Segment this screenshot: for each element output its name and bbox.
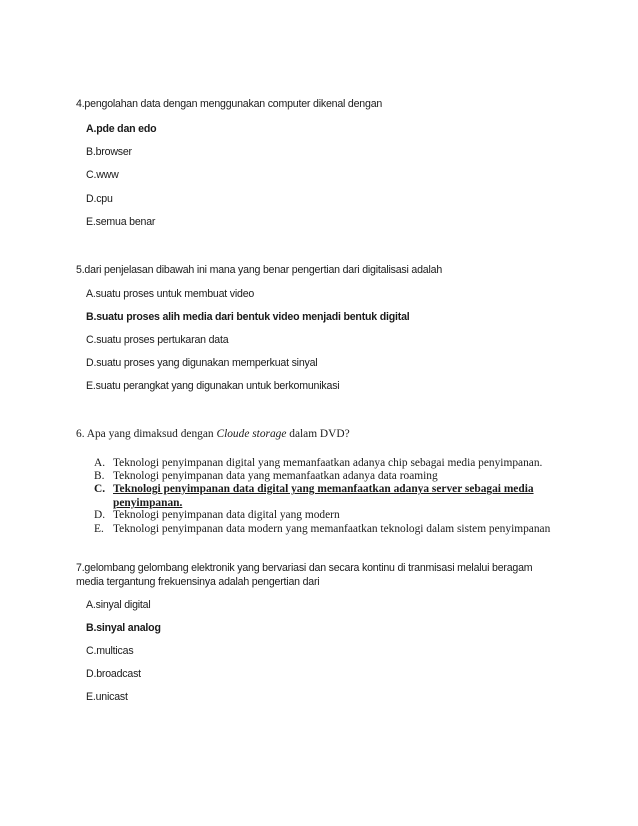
question-7-line-2: media tergantung frekuensinya adalah pengertian dari — [76, 576, 320, 588]
q6-option-b — [94, 470, 564, 483]
q6-option-text: Teknologi penyimpanan digital yang memanfaatkan adanya chip sebagai media penyimpanan. — [113, 457, 543, 469]
q7-option-c: C.multicas — [86, 645, 134, 657]
q6-option-letter: E. — [94, 522, 104, 535]
question-4: 4.pengolahan data dengan menggunakan computer dikenal dengan — [76, 98, 383, 110]
q6-option-text: Teknologi penyimpanan data yang memanfaatkan adanya data roaming — [113, 470, 438, 483]
q6-option-letter: D. — [94, 509, 106, 522]
q6-options — [94, 457, 564, 536]
q6-option-letter: B. — [94, 470, 105, 483]
q6-option-c — [94, 483, 564, 509]
q5-option-b: B.suatu proses alih media dari bentuk video menjadi bentuk digital — [86, 311, 410, 323]
question-5: 5.dari penjelasan dibawah ini mana yang benar pengertian dari digitalisasi adalah — [76, 264, 443, 276]
q4-option-b: B.browser — [86, 146, 132, 158]
q5-option-a: A.suatu proses untuk membuat video — [86, 288, 255, 300]
q6-option-e — [94, 523, 564, 536]
question-6 — [76, 428, 350, 440]
question-6-pre: 6. Apa yang dimaksud dengan — [76, 428, 217, 440]
q6-option-text: Teknologi penyimpanan data modern yang memanfaatkan teknologi dalam sistem penyimpanan — [113, 522, 551, 535]
q7-option-d: D.broadcast — [86, 668, 141, 680]
q5-option-d: D.suatu proses yang digunakan memperkuat sinyal — [86, 357, 318, 369]
q6-option-text: Teknologi penyimpanan data digital yang memanfaatkan adanya server sebagai media penyimpanan. — [113, 483, 534, 509]
q6-option-text: Teknologi penyimpanan data digital yang modern — [113, 509, 340, 522]
q4-option-c: C.www — [86, 169, 119, 181]
q7-option-e: E.unicast — [86, 691, 128, 703]
question-7-line-1: 7.gelombang gelombang elektronik yang bervariasi dan secara kontinu di tranmisasi melalui beragam — [76, 562, 533, 574]
q6-option-letter: A. — [94, 457, 106, 469]
q4-option-e: E.semua benar — [86, 216, 156, 228]
q7-option-a: A.sinyal digital — [86, 599, 151, 611]
q6-option-d — [94, 509, 564, 522]
q4-option-a: A.pde dan edo — [86, 123, 157, 135]
q6-option-a — [94, 457, 564, 470]
q7-option-b: B.sinyal analog — [86, 622, 161, 634]
q4-option-d: D.cpu — [86, 193, 113, 205]
q6-option-letter: C. — [94, 483, 106, 496]
q5-option-e: E.suatu perangkat yang digunakan untuk berkomunikasi — [86, 380, 340, 392]
question-6-term: Cloude storage — [216, 428, 287, 440]
question-6-post: dalam DVD? — [286, 428, 350, 440]
q5-option-c: C.suatu proses pertukaran data — [86, 334, 229, 346]
